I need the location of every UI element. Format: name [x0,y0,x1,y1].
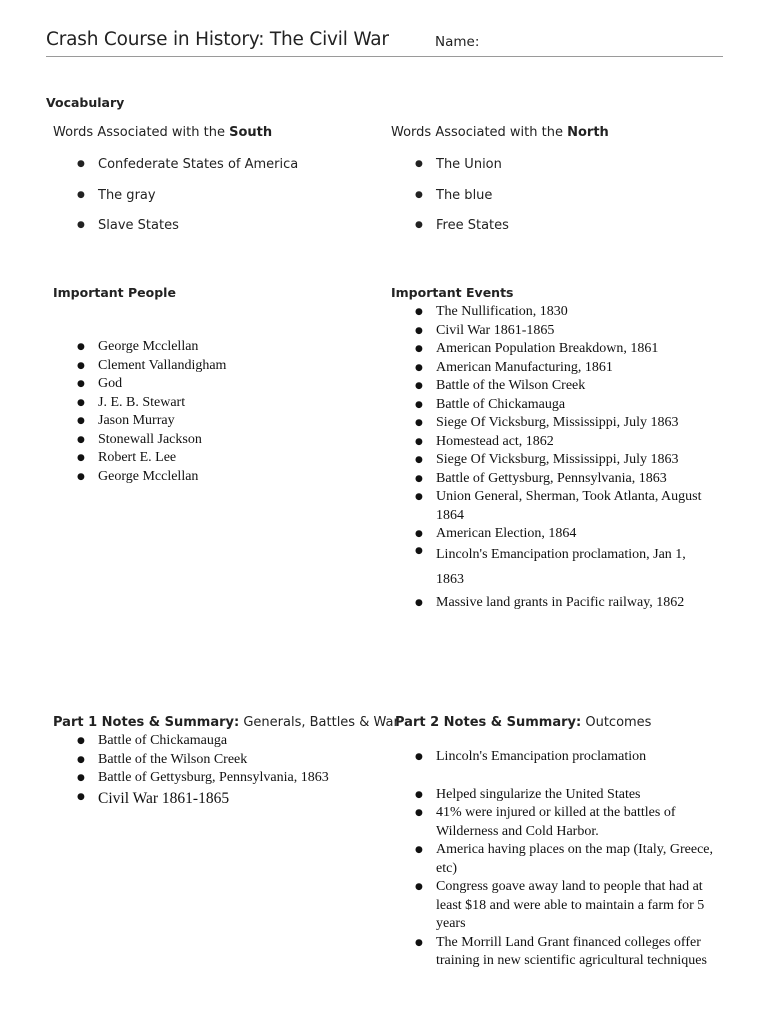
list-item: ● Clement Vallandigham [53,357,353,376]
list-item: ● Battle of Gettysburg, Pennsylvania, 1863 [53,769,373,788]
list-item: ● Siege Of Vicksburg, Mississippi, July 1863 [391,451,711,470]
list-item: ● Lincoln's Emancipation proclamation [391,748,721,767]
part1-heading-bold: Part 1 Notes & Summary: [53,715,240,730]
list-item: ● Civil War 1861-1865 [391,322,711,341]
list-item: ● Robert E. Lee [53,449,353,468]
list-item: ● Lincoln's Emancipation proclamation, Jan 1, 1863 [391,542,711,592]
list-item: ● The blue [391,187,711,218]
list-item: ● The Union [391,156,711,187]
south-label-bold: South [229,125,273,140]
list-item: ● Civil War 1861-1865 [53,788,373,809]
list-item: ● The Nullification, 1830 [391,303,711,322]
list-item: ● Massive land grants in Pacific railway, 1862 [391,594,711,613]
part1-notes-list [53,732,373,809]
part2-heading-rest: Outcomes [581,715,652,730]
list-item: ● George Mcclellan [53,338,353,357]
list-item: ● Confederate States of America [53,156,373,187]
list-item: ● Helped singularize the United States [391,786,721,805]
part2-heading [395,715,651,730]
part1-heading [53,715,399,730]
list-item: ● God [53,375,353,394]
south-words-heading [53,125,272,140]
list-item: ● The gray [53,187,373,218]
list-item: ● Battle of Chickamauga [53,732,373,751]
part2-heading-bold: Part 2 Notes & Summary: [395,715,582,730]
list-item: ● Battle of the Wilson Creek [391,377,711,396]
list-item: ● Slave States [53,217,373,248]
important-people-list [53,338,353,486]
north-words-heading [391,125,609,140]
list-item: ● 41% were injured or killed at the battles of Wilderness and Cold Harbor. [391,804,721,841]
important-events-heading: Important Events [391,285,514,300]
north-words-list [391,156,711,248]
north-label-prefix: Words Associated with the [391,125,568,140]
list-item: ● Battle of the Wilson Creek [53,751,373,770]
vocabulary-heading: Vocabulary [46,95,125,110]
list-item: ● The Morrill Land Grant financed colleges offer training in new scientific agricultural techniques [391,934,721,971]
south-words-list [53,156,373,248]
header-divider [46,56,723,57]
name-label: Name: [435,34,480,50]
important-events-list [391,303,721,612]
list-item: ● Free States [391,217,711,248]
page-title: Crash Course in History: The Civil War [46,29,389,50]
list-item: ● American Population Breakdown, 1861 [391,340,711,359]
part2-notes-list [391,748,731,971]
north-label-bold: North [567,125,609,140]
part1-heading-rest: Generals, Battles & War [239,715,399,730]
list-item: ● Battle of Gettysburg, Pennsylvania, 1863 [391,470,711,489]
list-item: ● Siege Of Vicksburg, Mississippi, July 1863 [391,414,711,433]
important-people-heading: Important People [53,285,176,300]
list-item: ● J. E. B. Stewart [53,394,353,413]
list-item: ● Battle of Chickamauga [391,396,711,415]
list-item: ● Jason Murray [53,412,353,431]
list-item: ● Homestead act, 1862 [391,433,711,452]
list-item: ● Union General, Sherman, Took Atlanta, August 1864 [391,488,711,525]
list-item: ● American Manufacturing, 1861 [391,359,711,378]
list-item: ● Congress goave away land to people that had at least $18 and were able to maintain a farm for 5 years [391,878,721,934]
list-item: ● George Mcclellan [53,468,353,487]
list-item: ● America having places on the map (Italy, Greece, etc) [391,841,721,878]
south-label-prefix: Words Associated with the [53,125,230,140]
list-item: ● Stonewall Jackson [53,431,353,450]
list-item: ● American Election, 1864 [391,525,711,544]
